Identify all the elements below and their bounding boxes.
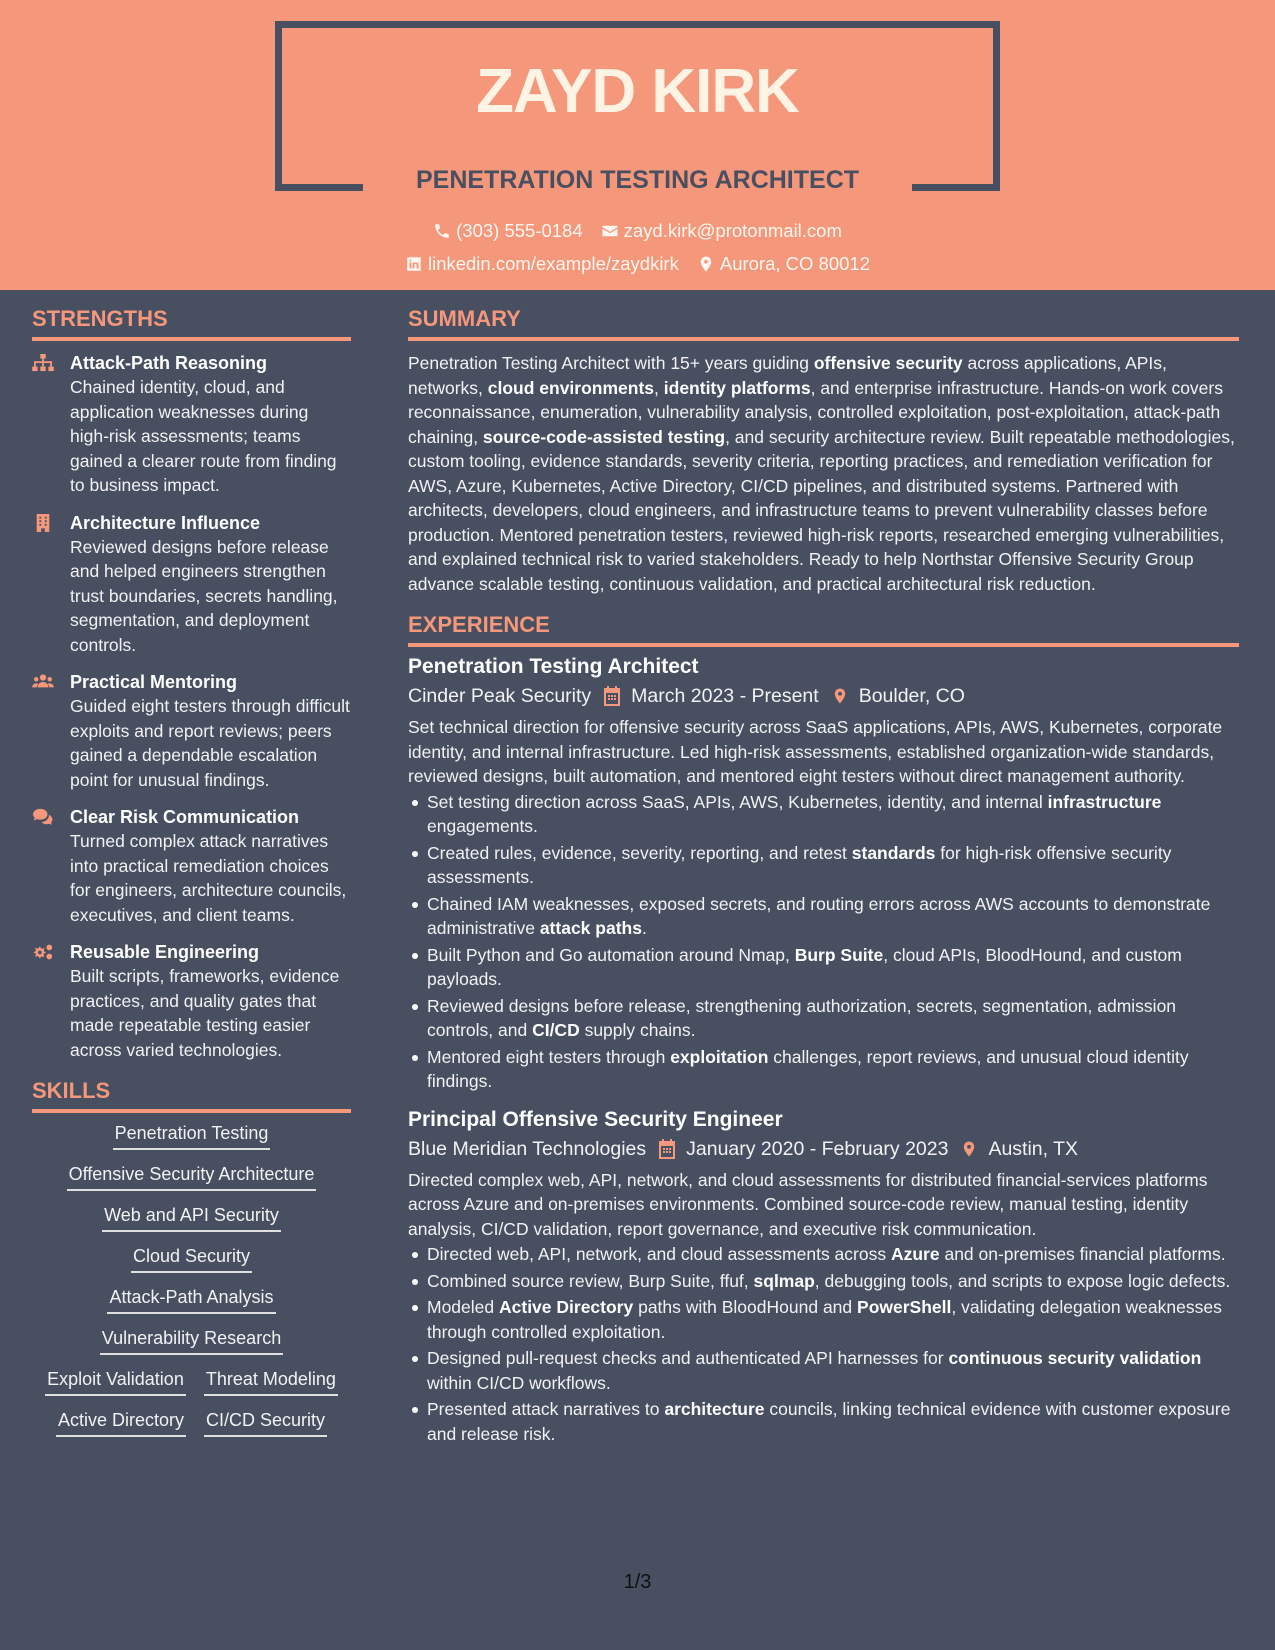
strength-title: Attack-Path Reasoning [70,353,268,373]
comments-icon [32,808,54,826]
skills-section [32,1078,351,1437]
envelope-icon [601,222,619,240]
linkedin-contact[interactable] [405,253,679,275]
right-column [408,306,1239,1458]
strengths-heading: STRENGTHS [32,306,351,341]
list-item: Built Python and Go automation around Nmap, Burp Suite, cloud APIs, BloodHound, and custom payloads. [408,943,1239,992]
job-description: Directed complex web, API, network, and cloud assessments for distributed financial-services platforms across Azure and on-premises environments. Combined source-code review, manual testing, identity analysis, CI/CD validation, report governance, and executive risk communication. [408,1169,1208,1239]
strength-desc: Guided eight testers through difficult exploits and report reviews; peers gained a dependable escalation point for unusual findings. [70,696,350,790]
skill-tag: Web and API Security [102,1205,281,1232]
skill-tag: Exploit Validation [45,1369,186,1396]
strength-title: Reusable Engineering [70,942,260,962]
job-role: Penetration Testing Architect [408,655,699,678]
cogs-icon [32,943,54,961]
strength-desc: Built scripts, frameworks, evidence practices, and quality gates that made repeatable testing easier across varied technologies. [70,966,340,1060]
strength-item [32,351,351,498]
job-location: Austin, TX [988,1137,1079,1160]
strength-item [32,940,351,1062]
skill-tag: Cloud Security [131,1246,252,1273]
candidate-name: ZAYD KIRK [476,57,799,126]
phone-text: (303) 555-0184 [456,220,583,241]
linkedin-text: linkedin.com/example/zaydkirk [427,253,679,274]
list-item: Mentored eight testers through exploitation challenges, report reviews, and unusual cloud identity findings. [408,1045,1239,1094]
job-entry [408,653,1239,1094]
job-entry [408,1106,1239,1447]
calendar-icon [658,1139,676,1159]
job-meta [408,1134,1239,1164]
strength-title: Clear Risk Communication [70,807,300,827]
strength-desc: Reviewed designs before release and helped engineers strengthen trust boundaries, secrets handling, segmentation, and deployment controls. [70,536,338,655]
phone-icon [433,222,451,240]
page-number: 1/3 [623,1571,652,1593]
map-pin-icon [831,686,849,706]
job-dates: January 2020 - February 2023 [686,1137,949,1160]
location-contact [697,253,870,275]
experience-heading: EXPERIENCE [408,612,1239,647]
sitemap-icon [32,354,54,372]
list-item: Combined source review, Burp Suite, ffuf, sqlmap, debugging tools, and scripts to expose logic defects. [408,1269,1239,1294]
list-item: Set testing direction across SaaS, APIs, AWS, Kubernetes, identity, and internal infrastructure engagements. [408,790,1239,839]
list-item: Chained IAM weaknesses, exposed secrets, and routing errors across AWS accounts to demonstrate administrative attack paths. [408,892,1239,941]
calendar-icon [603,686,621,706]
list-item: Designed pull-request checks and authenticated API harnesses for continuous security validation within CI/CD workflows. [408,1346,1239,1395]
job-dates: March 2023 - Present [631,685,819,707]
strength-item [32,670,351,792]
contact-row-1 [0,220,1275,242]
job-meta [408,681,1239,711]
candidate-title: PENETRATION TESTING ARCHITECT [415,166,860,194]
skills-heading: SKILLS [32,1078,351,1113]
job-role: Principal Offensive Security Engineer [408,1107,783,1131]
location-text: Aurora, CO 80012 [719,253,871,274]
users-icon [32,673,54,691]
map-pin-icon [697,255,715,273]
strength-item [32,805,351,927]
linkedin-icon [405,255,423,273]
skill-tag: Threat Modeling [204,1369,338,1396]
strength-title: Practical Mentoring [70,672,238,692]
list-item: Created rules, evidence, severity, reporting, and retest standards for high-risk offensive security assessments. [408,841,1239,890]
skill-tag: Active Directory [56,1410,186,1437]
contact-row-2 [0,253,1275,275]
job-location: Boulder, CO [858,685,965,707]
map-pin-icon [960,1139,978,1159]
strength-desc: Turned complex attack narratives into practical remediation choices for engineers, architecture councils, executives, and client teams. [70,831,347,925]
skill-tag: CI/CD Security [204,1410,327,1437]
email-contact[interactable] [601,220,842,242]
email-text: zayd.kirk@protonmail.com [623,220,842,241]
summary-heading: SUMMARY [408,306,1239,341]
job-company: Cinder Peak Security [408,685,592,707]
skill-tag: Attack-Path Analysis [107,1287,275,1314]
job-bullets [408,1242,1239,1446]
skill-tag: Offensive Security Architecture [67,1164,317,1191]
job-company: Blue Meridian Technologies [408,1137,647,1160]
strength-title: Architecture Influence [70,512,261,533]
list-item: Directed web, API, network, and cloud assessments across Azure and on-premises financial platforms. [408,1242,1239,1267]
header-banner [0,0,1275,290]
list-item: Reviewed designs before release, strengthening authorization, secrets, segmentation, admission controls, and CI/CD supply chains. [408,994,1239,1043]
summary-text: Penetration Testing Architect with 15+ years guiding offensive security across applications, APIs, networks, cloud environments, identity platforms, and enterprise infrastructure. Hands-on work covers reconnaissance, enumeration, vulnerability analysis, controlled exploitation, post-exploitation, attack-path chaining, source-code-assisted testing, and security architecture review. Built repeatable methodologies, custom tooling, evidence standards, severity criteria, reporting practices, and remediation verification for AWS, Azure, Kubernetes, Active Directory, CI/CD pipelines, and distributed systems. Partnered with architects, developers, cloud engineers, and infrastructure teams to prevent vulnerability classes before production. Mentored penetration testers, reviewed high-risk reports, researched emerging vulnerabilities, and explained technical risk to varied stakeholders. Ready to help Northstar Offensive Security Group advance scalable testing, continuous validation, and practical architectural risk reduction. [408,353,1235,594]
phone-contact[interactable] [433,220,583,242]
strength-desc: Chained identity, cloud, and application weaknesses during high-risk assessments; teams gained a clearer route from finding to business impact. [70,377,337,495]
strength-item [32,511,351,658]
list-item: Modeled Active Directory paths with BloodHound and PowerShell, validating delegation weaknesses through controlled exploitation. [408,1295,1239,1344]
skill-tag: Penetration Testing [113,1123,271,1150]
job-description: Set technical direction for offensive security across SaaS applications, APIs, AWS, Kubernetes, corporate identity, and internal infrastructure. Led high-risk assessments, established organization-wide standards, reviewed designs, built automation, and mentored eight testers without direct management authority. [408,717,1223,786]
job-bullets [408,790,1239,1094]
left-column [32,306,351,1437]
skill-tag: Vulnerability Research [100,1328,283,1355]
building-icon [32,514,54,532]
list-item: Presented attack narratives to architecture councils, linking technical evidence with customer exposure and release risk. [408,1397,1239,1446]
